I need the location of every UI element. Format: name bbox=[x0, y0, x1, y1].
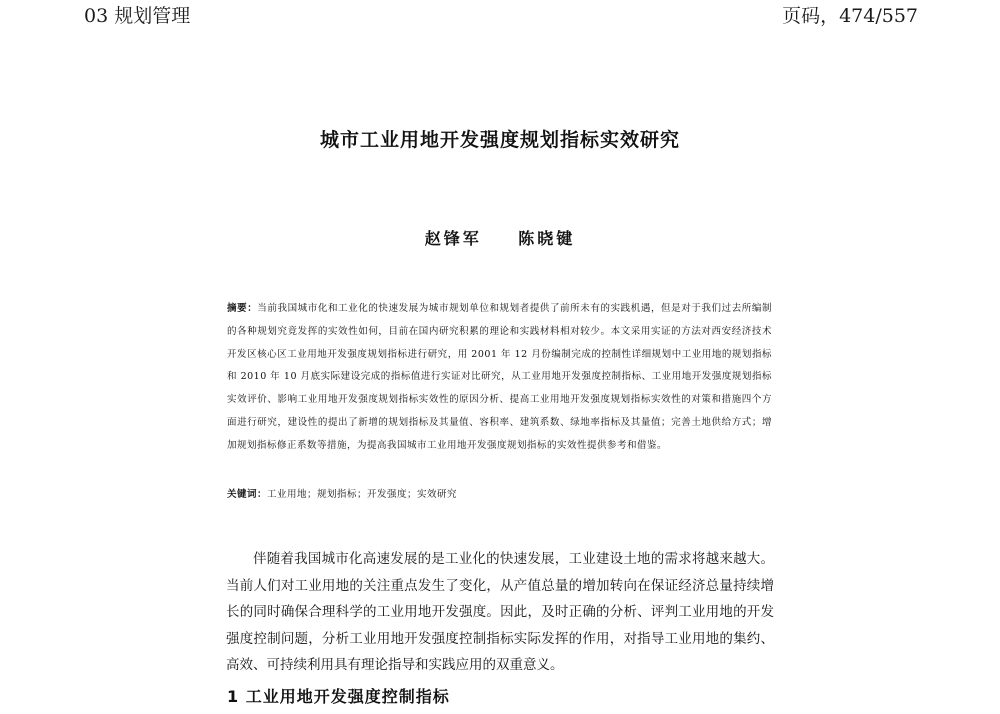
abstract-label: 摘要： bbox=[227, 303, 258, 314]
author-list bbox=[0, 226, 1000, 249]
abstract-text: 当前我国城市化和工业化的快速发展为城市规划单位和规划者提供了前所未有的实践机遇，但是对于我们过去所编制的各种规划究竟发挥的实效性如何，目前在国内研究积累的理论和实践材料相对较少。本文采用实证的方法对西安经济技术开发区核心区工业用地开发强度规划指标进行研究，用 2001 年 12 月份编制完成的控制性详细规划中工业用地的规划指标和 2010 年 10 月底实际建设完成的指标值进行实证对比研究，从工业用地开发强度控制指标、工业用地开发强度规划指标实效评价、影响工业用地开发强度规划指标实效性的原因分析、提高工业用地开发强度规划指标实效性的对策和措施四个方面进行研究，建设性的提出了新增的规划指标及其量值、容积率、建筑系数、绿地率指标及其量值；完善土地供给方式；增加规划指标修正系数等措施，为提高我国城市工业用地开发强度规划指标的实效性提供参考和借鉴。 bbox=[227, 303, 772, 451]
section-heading: 1 工业用地开发强度控制指标 bbox=[227, 687, 450, 706]
running-header-section: 03 规划管理 bbox=[84, 5, 191, 27]
intro-paragraph: 伴随着我国城市化高速发展的是工业化的快速发展，工业建设土地的需求将越来越大。当前人们对工业用地的关注重点发生了变化，从产值总量的增加转向在保证经济总量持续增长的同时确保合理科学的工业用地开发强度。因此，及时正确的分析、评判工业用地的开发强度控制问题，分析工业用地开发强度控制指标实际发挥的作用，对指导工业用地的集约、高效、可持续利用具有理论指导和实践应用的双重意义。 bbox=[226, 551, 774, 674]
keywords-text: 工业用地；规划指标；开发强度；实效研究 bbox=[267, 489, 458, 500]
paper-title: 城市工业用地开发强度规划指标实效研究 bbox=[319, 129, 680, 151]
keywords-label: 关键词： bbox=[227, 489, 268, 500]
author-name: 陈晓键 bbox=[518, 229, 576, 248]
page-counter: 页码，474/557 bbox=[782, 5, 918, 27]
abstract-block bbox=[227, 298, 772, 458]
author-name: 赵锋军 bbox=[424, 229, 482, 248]
keywords-block bbox=[227, 486, 772, 500]
